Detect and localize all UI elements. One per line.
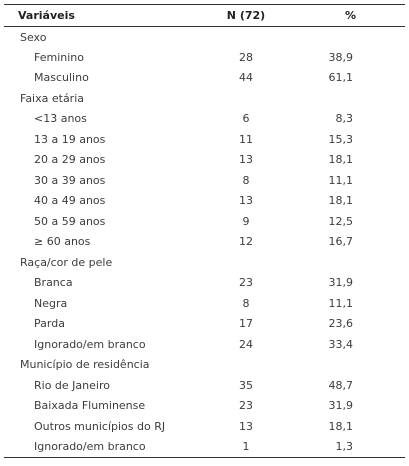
row-percent: 12,5: [328, 214, 353, 228]
row-label: Parda: [34, 317, 65, 331]
table-row: [4, 170, 405, 191]
row-percent: 48,7: [328, 378, 353, 392]
table-row: [4, 314, 405, 335]
row-label: ≥ 60 anos: [34, 235, 91, 249]
table-body: [4, 27, 405, 458]
group-row: [4, 88, 405, 109]
row-percent: 11,1: [328, 296, 353, 310]
table-row: [4, 273, 405, 294]
row-n: 11: [239, 132, 253, 146]
group-row: [4, 252, 405, 273]
row-percent: 1,3: [335, 440, 353, 453]
row-percent: 31,9: [328, 276, 353, 290]
row-percent: 18,1: [328, 419, 353, 433]
group-label: Município de residência: [20, 358, 150, 372]
table-row: [4, 293, 405, 314]
row-label: Feminino: [34, 50, 84, 64]
row-percent: 8,3: [335, 112, 353, 126]
table-row: [4, 68, 405, 89]
row-label: Negra: [34, 296, 68, 310]
row-label: 30 a 39 anos: [34, 173, 106, 187]
table-row: [4, 375, 405, 396]
table-row: [4, 334, 405, 355]
row-label: <13 anos: [34, 112, 87, 126]
header-variables: Variáveis: [18, 9, 75, 22]
group-row: [4, 27, 405, 48]
table-row: [4, 129, 405, 150]
row-label: 50 a 59 anos: [34, 214, 106, 228]
row-label: Ignorado/em branco: [34, 337, 146, 351]
row-percent: 33,4: [328, 337, 353, 351]
row-n: 1: [242, 440, 250, 453]
table-row: [4, 396, 405, 417]
group-label: Faixa etária: [20, 91, 85, 105]
table-row: [4, 191, 405, 212]
row-n: 13: [239, 419, 253, 433]
row-label: Ignorado/em branco: [34, 440, 146, 453]
row-label: Rio de Janeiro: [34, 378, 110, 392]
row-label: Outros municípios do RJ: [34, 419, 166, 433]
table-row: [4, 109, 405, 130]
row-percent: 11,1: [328, 173, 353, 187]
row-label: Branca: [34, 276, 73, 290]
row-percent: 38,9: [328, 50, 353, 64]
row-label: 40 a 49 anos: [34, 194, 106, 208]
table-row: [4, 211, 405, 232]
row-n: 12: [239, 235, 253, 249]
row-n: 44: [239, 71, 253, 85]
row-label: 20 a 29 anos: [34, 153, 106, 167]
group-label: Raça/cor de pele: [20, 255, 113, 269]
table-row: [4, 416, 405, 437]
row-percent: 31,9: [328, 399, 353, 413]
demographics-table-container: [4, 4, 405, 458]
row-n: 8: [242, 296, 250, 310]
table-row: [4, 150, 405, 171]
row-percent: 18,1: [328, 194, 353, 208]
row-percent: 61,1: [328, 71, 353, 85]
row-n: 17: [239, 317, 253, 331]
group-label: Sexo: [20, 30, 47, 44]
table-row: [4, 232, 405, 253]
group-row: [4, 355, 405, 376]
row-percent: 16,7: [328, 235, 353, 249]
header-row: [4, 5, 405, 27]
header-percent: %: [344, 9, 357, 22]
row-n: 35: [239, 378, 253, 392]
row-n: 8: [242, 173, 250, 187]
row-percent: 23,6: [328, 317, 353, 331]
row-n: 23: [239, 276, 253, 290]
row-percent: 15,3: [328, 132, 353, 146]
row-n: 13: [239, 194, 253, 208]
row-label: Masculino: [34, 71, 89, 85]
table-row: [4, 47, 405, 68]
demographics-table: [4, 4, 405, 458]
row-n: 6: [242, 112, 250, 126]
row-n: 24: [239, 337, 253, 351]
row-label: 13 a 19 anos: [34, 132, 106, 146]
row-percent: 18,1: [328, 153, 353, 167]
table-row: [4, 437, 405, 458]
header-n: N (72): [226, 9, 266, 22]
row-n: 13: [239, 153, 253, 167]
row-n: 9: [242, 214, 250, 228]
row-n: 23: [239, 399, 253, 413]
table-header: [4, 5, 405, 27]
row-n: 28: [239, 50, 253, 64]
row-label: Baixada Fluminense: [34, 399, 146, 413]
